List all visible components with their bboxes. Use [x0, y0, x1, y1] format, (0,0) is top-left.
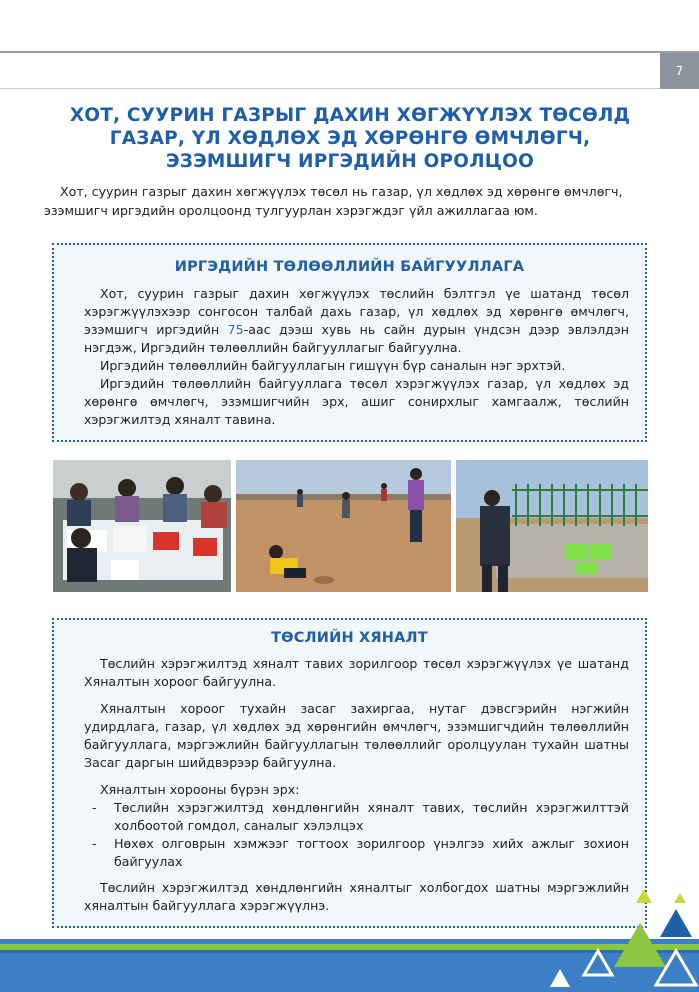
box-heading: ТӨСЛИЙН ХЯНАЛТ [271, 630, 428, 646]
list-item: - Нөхөх олговрын хэмжээг тогтоох зорилгоор үнэлгээ хийх ажлыг зохион байгуулах [112, 835, 629, 871]
page-title [60, 104, 640, 173]
box-paragraph: Иргэдийн төлөөллийн байгууллагын гишүүн бүр саналын нэг эрхтэй. [100, 358, 566, 373]
intro-line: эзэмшигч иргэдийн оролцоонд тулгуурлан хэрэгждэг үйл ажиллагаа юм. [44, 203, 538, 218]
box-paragraph: Иргэдийн төлөөллийн байгууллага төсөл хэрэгжүүлэх газар, үл хөдлөх эд хөрөнгө өмчлөгч, эзэмшигчийн эрх, ашиг сонирхлыг хамгаалж, төслийн хэрэгжилтэд хяналт тавина. [84, 376, 629, 427]
header-rule-lower [0, 88, 660, 89]
box-paragraph: Хяналтын хорооны бүрэн эрх: [100, 782, 300, 797]
percent-value: 75 [227, 322, 244, 337]
fence-painting-photo [456, 460, 648, 592]
box-paragraph [54, 285, 645, 357]
page-title-line: ХОТ, СУУРИН ГАЗРЫГ ДАХИН ХӨГЖҮҮЛЭХ ТӨСӨЛД [69, 105, 631, 126]
paragraph-text: Хот, суурин газрыг дахин хөгжүүлэх төслийн бэлтгэл үе шатанд төсөл хэрэгжүүлэхээр сонгосон талбай дахь газар, үл хөдлөх эд хөрөнгө өмчлөгч, эзэмшигч иргэдийн [84, 286, 629, 337]
community-work-photo [236, 460, 451, 592]
box-paragraph: Төслийн хэрэгжилтэд хяналт тавих зорилгоор төсөл хэрэгжүүлэх үе шатанд Хяналтын хороог байгуулна. [84, 656, 629, 689]
box-paragraph: Төслийн хэрэгжилтэд хөндлөнгийн хяналтыг холбогдох шатны мэргэжлийн хяналтын байгууллага хэрэгжүүлнэ. [84, 880, 629, 913]
page-title-line: ГАЗАР, ҮЛ ХӨДЛӨХ ЭД ХӨРӨНГӨ ӨМЧЛӨГЧ, [109, 128, 591, 149]
authority-list [54, 799, 645, 871]
project-monitoring-box [52, 618, 647, 928]
page-number: 7 [660, 53, 699, 89]
triangle-decoration-icon [540, 885, 699, 992]
meeting-photo [53, 460, 231, 592]
box-heading: ИРГЭДИЙН ТӨЛӨӨЛЛИЙН БАЙГУУЛЛАГА [174, 259, 525, 275]
intro-paragraph [44, 182, 656, 220]
paragraph-text: -аас дээш хувь нь сайн дурын үндсэн дээр эвлэлдэн нэгдэж, Иргэдийн төлөөллийн байгууллагыг байгуулна. [84, 322, 630, 355]
citizens-representation-box [52, 243, 647, 442]
list-item: - Төслийн хэрэгжилтэд хөндлөнгийн хяналт тавих, төслийн хэрэгжилттэй холбоотой гомдол, саналыг хэлэлцэх [112, 799, 629, 835]
intro-line: Хот, суурин газрыг дахин хөгжүүлэх төсөл нь газар, үл хөдлөх эд хөрөнгө өмчлөгч, [60, 184, 623, 199]
box-paragraph: Хяналтын хороог тухайн засаг захиргаа, нутаг дэвсгэрийн нэгжийн удирдлага, газар, үл хөдлөх эд хөрөнгийн өмчлөгч, эзэмшигчдийн төлөөллийн байгууллага, мэргэжлийн байгууллагын төлөөллийг оролцуулан тухайн шатны Засаг даргын шийдвэрээр байгуулна. [84, 701, 629, 770]
page-title-line: ЭЗЭМШИГЧ ИРГЭДИЙН ОРОЛЦОО [166, 151, 534, 172]
header-rule [0, 51, 699, 53]
